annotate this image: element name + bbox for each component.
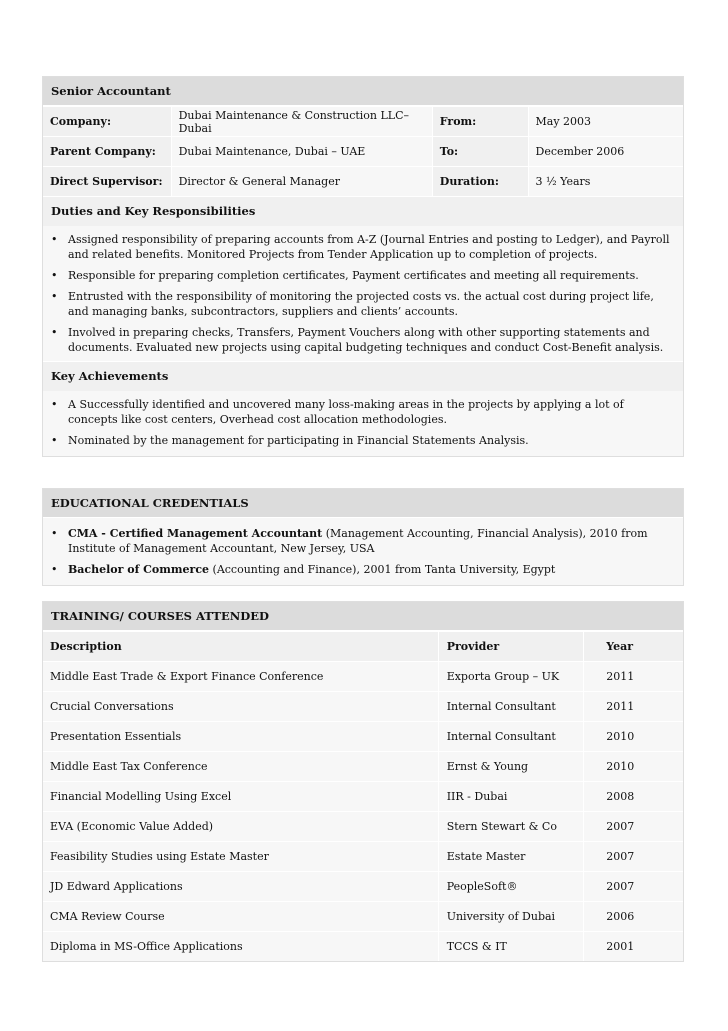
cell-year: 2007 bbox=[583, 842, 683, 871]
cell-description: Diploma in MS-Office Applications bbox=[43, 932, 438, 961]
training-section bbox=[42, 601, 684, 962]
cell-year: 2001 bbox=[583, 932, 683, 961]
table-row bbox=[43, 931, 683, 961]
achievements-heading: Key Achievements bbox=[43, 361, 683, 391]
cell-provider: University of Dubai bbox=[438, 902, 584, 931]
job-section bbox=[42, 76, 684, 457]
cell-description: CMA Review Course bbox=[43, 902, 438, 931]
parent-label: Parent Company: bbox=[43, 137, 171, 166]
duties-heading: Duties and Key Responsibilities bbox=[43, 196, 683, 226]
achievements-list bbox=[43, 391, 683, 456]
cell-provider: IIR - Dubai bbox=[438, 782, 584, 811]
to-label: To: bbox=[432, 137, 528, 166]
cell-description: Middle East Trade & Export Finance Conference bbox=[43, 662, 438, 691]
list-item: • Involved in preparing checks, Transfers, Payment Vouchers along with other supporting statements and documents. Evaluated new projects using capital budgeting techniques and conduct Cost-Benefit analysis. bbox=[51, 326, 664, 354]
cell-description: Feasibility Studies using Estate Master bbox=[43, 842, 438, 871]
table-row bbox=[43, 751, 683, 781]
cell-year: 2008 bbox=[583, 782, 683, 811]
bullet-icon: • bbox=[51, 233, 58, 246]
bullet-icon: • bbox=[51, 398, 58, 411]
company-label: Company: bbox=[43, 107, 171, 136]
duties-list bbox=[43, 226, 683, 361]
duration-label: Duration: bbox=[432, 167, 528, 196]
cell-year: 2010 bbox=[583, 752, 683, 781]
bullet-icon: • bbox=[51, 269, 58, 282]
training-title: TRAINING/ COURSES ATTENDED bbox=[43, 602, 683, 631]
cell-provider: TCCS & IT bbox=[438, 932, 584, 961]
table-row bbox=[43, 871, 683, 901]
table-row bbox=[43, 901, 683, 931]
job-title: Senior Accountant bbox=[43, 77, 683, 106]
list-item: • Bachelor of Commerce (Accounting and Finance), 2001 from Tanta University, Egypt bbox=[51, 563, 556, 576]
list-item: • Nominated by the management for participating in Financial Statements Analysis. bbox=[51, 434, 529, 447]
degree-name: CMA - Certified Management Accountant bbox=[68, 527, 323, 540]
list-item: • Entrusted with the responsibility of monitoring the projected costs vs. the actual cost during project life, and managing banks, subcontractors, suppliers and clients’ accounts. bbox=[51, 290, 654, 318]
supervisor-value: Director & General Manager bbox=[171, 167, 432, 196]
cell-provider: Exporta Group – UK bbox=[438, 662, 584, 691]
from-value: May 2003 bbox=[528, 107, 684, 136]
col-description: Description bbox=[43, 632, 438, 661]
bullet-icon: • bbox=[51, 527, 58, 540]
table-row bbox=[43, 661, 683, 691]
education-list bbox=[43, 518, 683, 585]
cell-description: Presentation Essentials bbox=[43, 722, 438, 751]
education-title: EDUCATIONAL CREDENTIALS bbox=[43, 489, 683, 518]
to-value: December 2006 bbox=[528, 137, 684, 166]
training-body bbox=[43, 661, 683, 961]
supervisor-row bbox=[43, 166, 683, 196]
col-provider: Provider bbox=[438, 632, 584, 661]
bullet-icon: • bbox=[51, 434, 58, 447]
cell-year: 2007 bbox=[583, 812, 683, 841]
cell-provider: Estate Master bbox=[438, 842, 584, 871]
bullet-icon: • bbox=[51, 326, 58, 339]
cell-description: EVA (Economic Value Added) bbox=[43, 812, 438, 841]
table-row bbox=[43, 691, 683, 721]
bullet-icon: • bbox=[51, 290, 58, 303]
cell-description: Middle East Tax Conference bbox=[43, 752, 438, 781]
cell-year: 2006 bbox=[583, 902, 683, 931]
table-row bbox=[43, 721, 683, 751]
parent-value: Dubai Maintenance, Dubai – UAE bbox=[171, 137, 432, 166]
education-section bbox=[42, 488, 684, 586]
list-item: • Responsible for preparing completion certificates, Payment certificates and meeting all requirements. bbox=[51, 269, 639, 282]
bullet-icon: • bbox=[51, 563, 58, 576]
degree-name: Bachelor of Commerce bbox=[68, 563, 210, 576]
col-year: Year bbox=[583, 632, 683, 661]
cell-provider: Stern Stewart & Co bbox=[438, 812, 584, 841]
list-item: • CMA - Certified Management Accountant (Management Accounting, Financial Analysis), 2010 from Institute of Management Accountant, New Jersey, USA bbox=[51, 527, 648, 555]
cell-year: 2010 bbox=[583, 722, 683, 751]
company-value: Dubai Maintenance & Construction LLC– Dubai bbox=[171, 107, 432, 136]
table-row bbox=[43, 781, 683, 811]
cell-provider: Ernst & Young bbox=[438, 752, 584, 781]
company-row bbox=[43, 106, 683, 136]
table-row bbox=[43, 841, 683, 871]
duration-value: 3 ½ Years bbox=[528, 167, 684, 196]
supervisor-label: Direct Supervisor: bbox=[43, 167, 171, 196]
cell-description: Crucial Conversations bbox=[43, 692, 438, 721]
from-label: From: bbox=[432, 107, 528, 136]
cell-provider: Internal Consultant bbox=[438, 692, 584, 721]
cell-year: 2011 bbox=[583, 662, 683, 691]
cell-description: JD Edward Applications bbox=[43, 872, 438, 901]
table-row bbox=[43, 811, 683, 841]
cell-year: 2007 bbox=[583, 872, 683, 901]
cell-provider: PeopleSoft® bbox=[438, 872, 584, 901]
cell-year: 2011 bbox=[583, 692, 683, 721]
parent-row bbox=[43, 136, 683, 166]
list-item: • Assigned responsibility of preparing accounts from A-Z (Journal Entries and posting to Ledger), and Payroll and related benefits. Monitored Projects from Tender Application up to completion of projects. bbox=[51, 233, 670, 261]
cell-description: Financial Modelling Using Excel bbox=[43, 782, 438, 811]
cell-provider: Internal Consultant bbox=[438, 722, 584, 751]
list-item: • A Successfully identified and uncovered many loss-making areas in the projects by applying a lot of concepts like cost centers, Overhead cost allocation methodologies. bbox=[51, 398, 624, 426]
training-header-row bbox=[43, 631, 683, 661]
